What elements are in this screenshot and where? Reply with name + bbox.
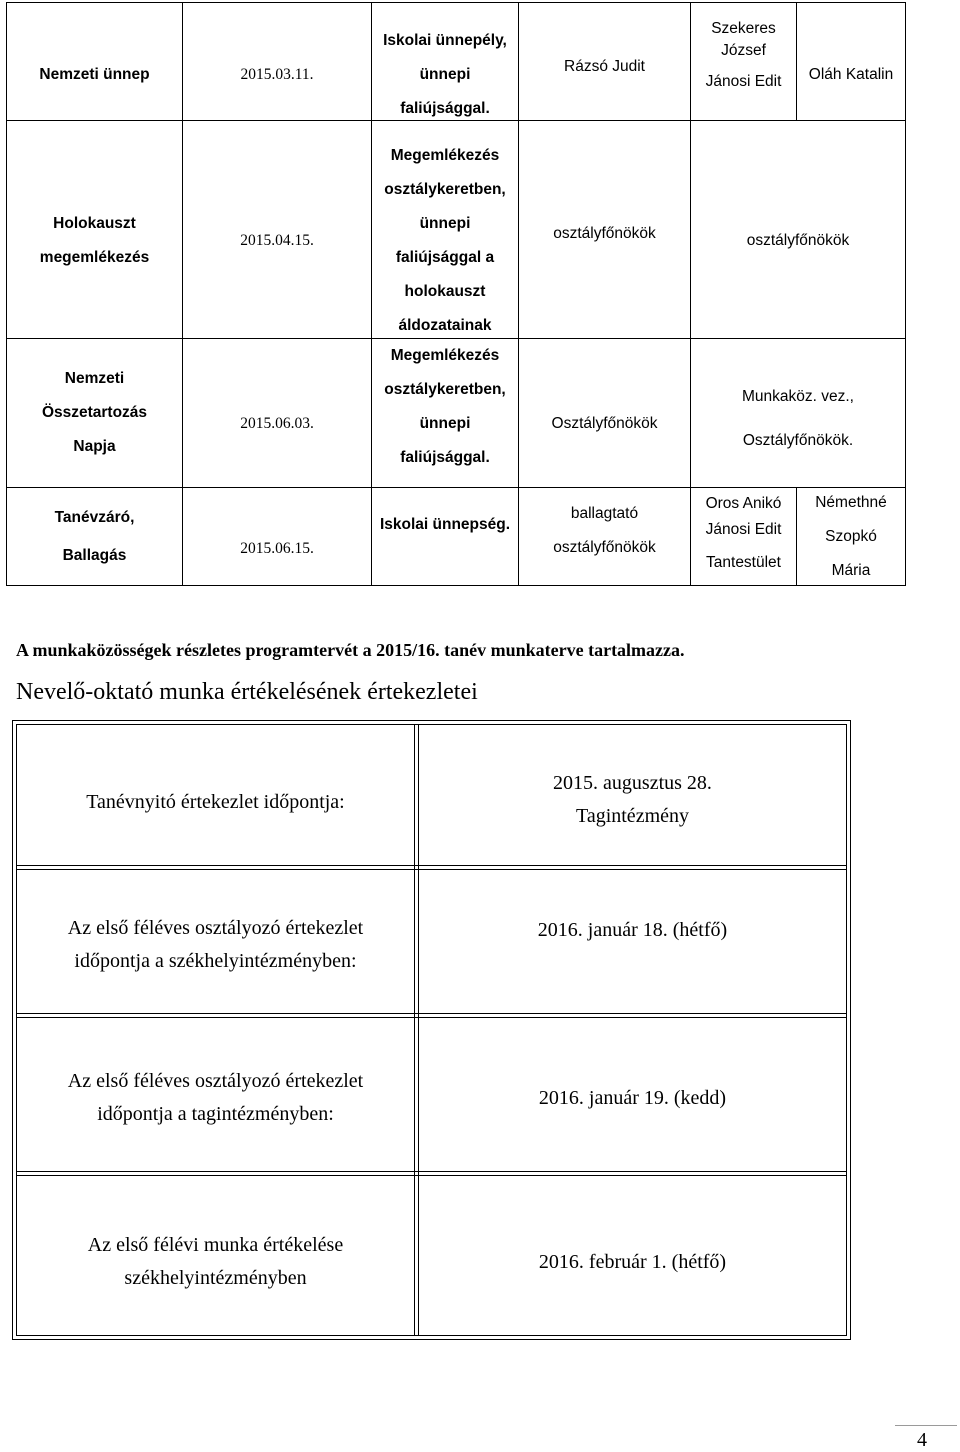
meeting-date: 2016. január 19. (kedd) [538, 1086, 727, 1109]
event-extra: Oláh Katalin [808, 65, 894, 83]
table-border [850, 720, 851, 1340]
meeting-label: Az első félévi munka értékelése székhelyintézményben [87, 1234, 344, 1289]
event-organizer: osztályfőnökök [553, 224, 656, 242]
meeting-label: Az első féléves osztályozó értekezlet időpontja a tagintézményben: [67, 1070, 364, 1125]
table-border [846, 724, 847, 1336]
table-border [12, 720, 851, 721]
event-date: 2015.04.15. [240, 232, 314, 249]
event-form: Megemlékezés osztálykeretben, ünnepi faliújsággal a holokauszt áldozatainak [384, 147, 506, 334]
event-name: Holokauszt megemlékezés [39, 215, 150, 266]
event-organizer: ballagtató osztályfőnökök [553, 504, 656, 556]
meeting-label: Tanévnyitó értekezlet időpontja: [86, 790, 345, 813]
table-border [414, 724, 415, 1336]
event-responsible: Munkaköz. vez., Osztályfőnökök. [742, 388, 854, 449]
table-border [16, 1175, 847, 1176]
event-date: 2015.06.03. [240, 415, 314, 432]
event-name: Nemzeti Összetartozás Napja [41, 370, 148, 455]
table-border [12, 720, 13, 1340]
table-border [16, 869, 847, 870]
table-border [16, 1013, 847, 1014]
event-form: Iskolai ünnepély, ünnepi faliújsággal. [383, 31, 507, 117]
event-organizer: Osztályfőnökök [551, 415, 658, 432]
event-name: Nemzeti ünnep [39, 65, 150, 83]
page-number-rule [895, 1425, 957, 1426]
table-border [16, 1171, 847, 1172]
table-border [16, 1335, 847, 1336]
event-date: 2015.06.15. [240, 540, 314, 557]
program-note: A munkaközösségek részletes programtervét a 2015/16. tanév munkaterve tartalmazza. [16, 640, 685, 660]
table-border [16, 724, 847, 725]
table-border [12, 1339, 851, 1340]
event-responsible: osztályfőnökök [746, 232, 850, 249]
meeting-date: 2016. január 18. (hétfő) [537, 918, 728, 941]
meeting-label: Az első féléves osztályozó értekezlet időpontja a székhelyintézményben: [67, 917, 364, 972]
table-border [16, 865, 847, 866]
event-extra: Némethné Szopkó Mária [815, 493, 887, 579]
table-border [16, 1017, 847, 1018]
event-responsible: Oros Anikó Jánosi Edit Tantestület [705, 494, 782, 571]
event-name: Tanévzáró, Ballagás [54, 508, 135, 564]
table-border [6, 585, 906, 586]
meeting-date: 2015. augusztus 28. Tagintézmény [553, 772, 712, 827]
event-organizer: Rázsó Judit [564, 58, 645, 75]
section-heading: Nevelő-oktató munka értékelésének értekezletei [16, 679, 478, 705]
table-border [905, 2, 906, 586]
page-number: 4 [917, 1429, 927, 1451]
event-date: 2015.03.11. [240, 65, 314, 83]
event-form: Megemlékezés osztálykeretben, ünnepi faliújsággal. [384, 347, 506, 466]
meeting-date: 2016. február 1. (hétfő) [538, 1250, 727, 1273]
event-form: Iskolai ünnepség. [379, 515, 511, 533]
event-responsible: Szekeres József Jánosi Edit [705, 20, 782, 90]
